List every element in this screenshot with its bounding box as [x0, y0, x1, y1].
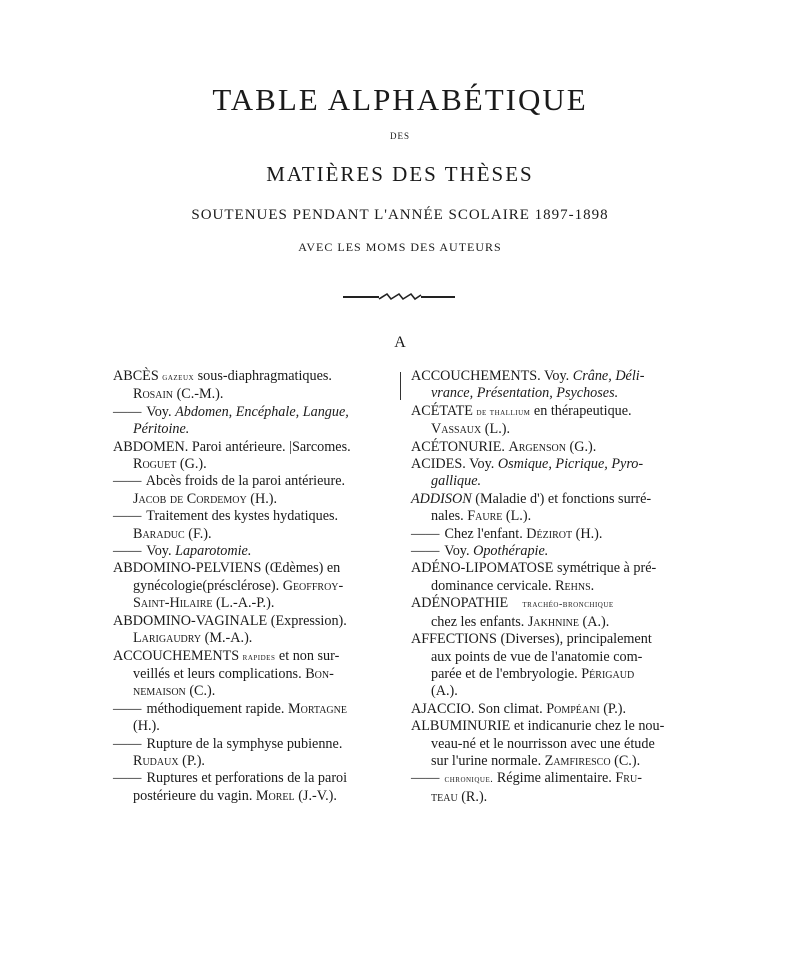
- right-column: [411, 368, 693, 806]
- section-letter: A: [394, 334, 406, 351]
- index-entry: ABDOMINO-PELVIENS (Œdèmes) en gynécologie(présclérose). Geoffroy- Saint-Hilaire (L.-A.-P.).: [113, 560, 344, 612]
- author-name: Geoffroy-: [282, 577, 344, 594]
- author-name: Zamfiresco (C.).: [544, 752, 641, 769]
- author-name: Rosain (C.-M.).: [133, 386, 224, 403]
- index-entry: —— Voy. Laparotomie.: [113, 543, 252, 560]
- index-entry: —— Abcès froids de la paroi antérieure. Jacob de Cordemoy (H.).: [113, 473, 346, 507]
- author-name: Argenson (G.).: [508, 438, 597, 455]
- index-entry: ADÉNOPATHIE trachéo-bronchique chez les enfants. Jakhnine (A.).: [411, 595, 614, 630]
- index-entry: ACCOUCHEMENTS rapides et non sur- veillés et leurs complications. Bon- nemaison (C.).: [113, 647, 340, 700]
- author-name: Rudaux (P.).: [133, 752, 205, 769]
- index-entry: AFFECTIONS (Diverses), principalement aux points de vue de l'anatomie com- parée et de l'embryologie. Périgaud (A.).: [411, 631, 652, 700]
- author-name: Pompéani (P.).: [546, 700, 627, 717]
- author-name: Baraduc (F.).: [133, 525, 212, 542]
- index-entry: ADÉNO-LIPOMATOSE symétrique à pré- dominance cervicale. Rehns.: [411, 560, 657, 594]
- school-year-line: SOUTENUES PENDANT L'ANNÉE SCOLAIRE 1897-1898: [191, 207, 609, 223]
- author-name: Dézirot (H.).: [526, 525, 603, 542]
- index-entry: —— Voy. Abdomen, Encéphale, Langue, Péritoine.: [113, 403, 349, 438]
- des-label: DES: [389, 131, 410, 141]
- index-entry: —— Rupture de la symphyse pubienne. Rudaux (P.).: [113, 735, 343, 769]
- author-name: Larigaudry (M.-A.).: [133, 630, 253, 647]
- author-name: Morel (J.-V.).: [255, 787, 337, 804]
- index-entry: ALBUMINURIE et indicanurie chez le nou- veau-né et le nourrisson avec une étude sur l'urine normale. Zamfiresco (C.).: [411, 718, 665, 769]
- page-title: TABLE ALPHABÉTIQUE: [212, 82, 588, 117]
- authors-line: AVEC LES MOMS DES AUTEURS: [298, 240, 502, 254]
- index-entry: —— Chez l'enfant. Dézirot (H.).: [411, 525, 603, 542]
- index-entry: —— méthodiquement rapide. Mortagne (H.).: [113, 700, 347, 735]
- author-name: Vassaux (L.).: [431, 421, 511, 438]
- index-entry: ADDISON (Maladie d') et fonctions surré- nales. Faure (L.).: [411, 490, 652, 525]
- author-name: Rehns.: [555, 577, 595, 594]
- author-name: Fru-: [615, 770, 642, 787]
- author-name: Faure (L.).: [467, 508, 532, 525]
- index-entry: —— Voy. Opothérapie.: [411, 543, 549, 560]
- column-divider: [400, 372, 401, 400]
- index-entry: —— Traitement des kystes hydatiques. Baraduc (F.).: [113, 508, 339, 542]
- page-subtitle: MATIÈRES DES THÈSES: [266, 162, 534, 186]
- index-entry: ACÉTONURIE. Argenson (G.).: [411, 438, 597, 455]
- index-entry: ABCÈS gazeux sous-diaphragmatiques. Rosain (C.-M.).: [113, 368, 332, 403]
- index-entry: —— chronique. Régime alimentaire. Fru- teau (R.).: [411, 770, 642, 805]
- author-name: Mortagne: [288, 700, 347, 717]
- index-entry: ACIDES. Voy. Osmique, Picrique, Pyro- gallique.: [411, 456, 644, 490]
- index-entry: ABDOMINO-VAGINALE (Expression). Larigaudry (M.-A.).: [113, 612, 347, 647]
- left-column: [113, 368, 393, 805]
- index-entry: ACCOUCHEMENTS. Voy. Crâne, Déli- vrance, Présentation, Psychoses.: [411, 368, 645, 402]
- author-name: Périgaud: [581, 665, 635, 682]
- decorative-ornament: [343, 290, 455, 304]
- author-name: Jakhnine (A.).: [527, 613, 610, 630]
- author-name: Bon-: [305, 665, 334, 682]
- index-entry: ACÉTATE de thallium en thérapeutique. Vassaux (L.).: [411, 402, 632, 438]
- author-name: Roguet (G.).: [133, 456, 207, 473]
- index-entry: ABDOMEN. Paroi antérieure. |Sarcomes. Roguet (G.).: [113, 438, 351, 473]
- index-entry: AJACCIO. Son climat. Pompéani (P.).: [411, 700, 627, 717]
- author-name: Jacob de Cordemoy (H.).: [133, 490, 278, 507]
- index-entry: —— Ruptures et perforations de la paroi postérieure du vagin. Morel (J.-V.).: [113, 770, 348, 804]
